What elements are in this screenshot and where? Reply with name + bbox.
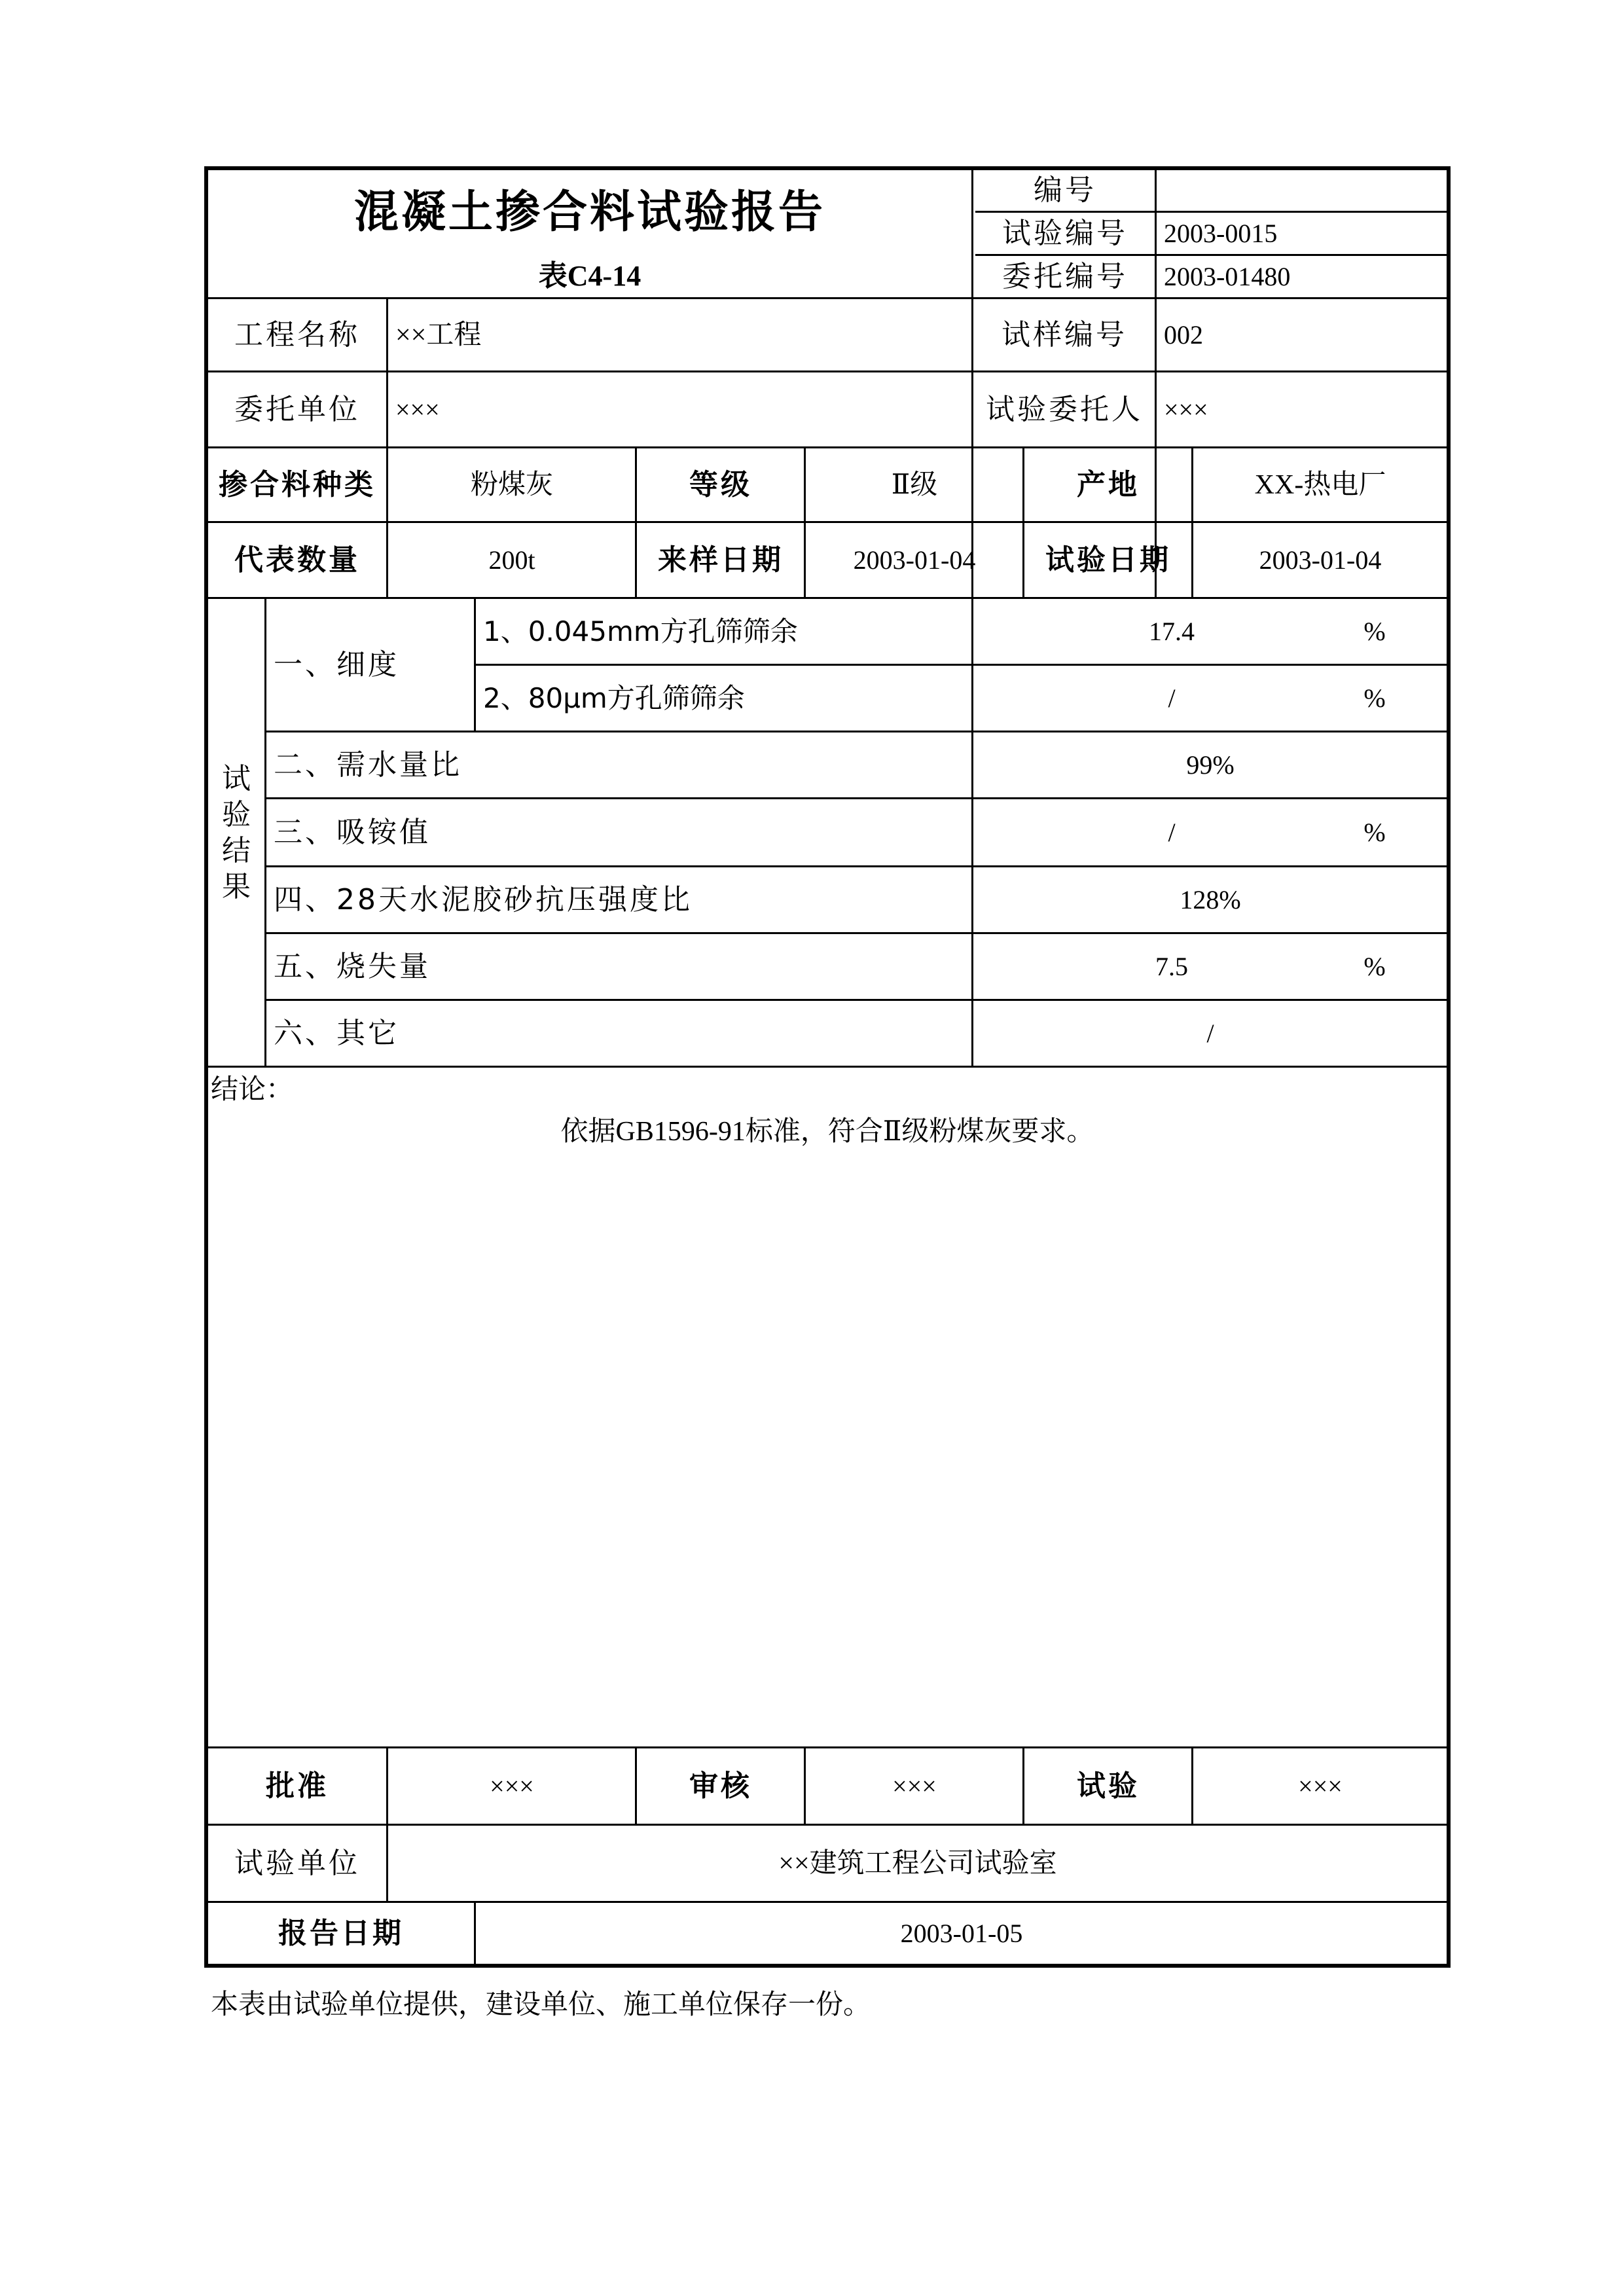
loss-on-ignition-value: 7.5	[1155, 951, 1188, 981]
test-no-label: 试验编号	[1002, 216, 1128, 250]
bianhao-label: 编号	[1034, 173, 1096, 207]
col-divider	[386, 1746, 388, 1901]
sieve2-value: /	[1168, 683, 1176, 713]
footer-note: 本表由试验单位提供，建设单位、施工单位保存一份。	[211, 1990, 871, 2020]
report-date-value: 2003-01-05	[900, 1918, 1023, 1948]
test-results-section-label	[208, 599, 264, 1066]
report-date-label: 报告日期	[278, 1916, 404, 1950]
test-date-label: 试验日期	[1045, 543, 1171, 577]
approve-label: 批准	[266, 1769, 329, 1803]
loss-on-ignition-unit: %	[1363, 951, 1386, 981]
loss-on-ignition-label: 五、烧失量	[274, 949, 431, 983]
test-no-value: 2003-0015	[1164, 218, 1278, 248]
client-value: ×××	[395, 394, 440, 424]
col-divider	[635, 446, 637, 597]
col-divider	[1022, 446, 1024, 597]
col-divider	[474, 1901, 476, 1968]
grade-value: Ⅱ级	[891, 469, 938, 500]
test-value: ×××	[1298, 1771, 1343, 1801]
review-value: ×××	[892, 1771, 937, 1801]
conclusion-label: 结论：	[211, 1073, 294, 1105]
quantity-label: 代表数量	[234, 543, 360, 577]
review-label: 审核	[689, 1769, 752, 1803]
commission-no-label: 委托编号	[1002, 259, 1128, 293]
admixture-type-value: 粉煤灰	[470, 469, 553, 500]
sieve1-value: 17.4	[1149, 616, 1195, 646]
conclusion-text: 依据GB1596-91标准，符合Ⅱ级粉煤灰要求。	[560, 1117, 1094, 1147]
sieve2-unit: %	[1363, 683, 1386, 713]
ammonium-unit: %	[1363, 817, 1386, 847]
col-divider	[1022, 1746, 1024, 1824]
strength-ratio-label: 四、28天水泥胶砂抗压强度比	[274, 882, 693, 916]
approve-value: ×××	[490, 1771, 534, 1801]
commission-no-value: 2003-01480	[1164, 261, 1291, 291]
row-divider	[204, 1066, 1451, 1068]
lab-label: 试验单位	[234, 1846, 360, 1880]
col-divider	[635, 1746, 637, 1824]
section-char: 验	[222, 797, 251, 831]
sample-no-label: 试样编号	[1001, 317, 1127, 352]
section-char: 结	[222, 833, 251, 867]
strength-ratio-value: 128%	[1180, 884, 1241, 914]
project-name-label: 工程名称	[234, 317, 360, 352]
form-number: 表C4-14	[538, 260, 641, 292]
section-char: 果	[222, 869, 251, 903]
sieve1-unit: %	[1363, 616, 1386, 646]
water-ratio-value: 99%	[1186, 750, 1235, 780]
bianhao-value	[1157, 170, 1445, 211]
sieve2-label: 2、80μm方孔筛筛余	[483, 681, 745, 714]
col-divider	[971, 166, 973, 1066]
quantity-value: 200t	[488, 545, 535, 575]
grade-label: 等级	[689, 467, 752, 501]
ammonium-value: /	[1168, 817, 1176, 847]
sampling-date-label: 来样日期	[658, 543, 784, 577]
test-date-value: 2003-01-04	[1259, 545, 1382, 575]
other-value: /	[1206, 1018, 1214, 1048]
col-divider	[1191, 1746, 1193, 1824]
commissioner-label: 试验委托人	[986, 392, 1143, 426]
origin-value: XX-热电厂	[1254, 469, 1386, 500]
col-divider	[264, 597, 266, 1066]
client-label: 委托单位	[234, 392, 360, 426]
sample-no-value: 002	[1164, 319, 1203, 350]
commissioner-value: ×××	[1164, 394, 1208, 424]
project-name-value: ××工程	[395, 319, 482, 350]
col-divider	[804, 1746, 806, 1824]
other-label: 六、其它	[274, 1016, 399, 1050]
origin-label: 产地	[1077, 467, 1140, 501]
col-divider	[474, 597, 476, 731]
fineness-label: 一、细度	[274, 647, 399, 681]
sampling-date-value: 2003-01-04	[853, 545, 976, 575]
test-label: 试验	[1077, 1769, 1140, 1803]
lab-value: ××建筑工程公司试验室	[778, 1848, 1057, 1879]
col-divider	[1191, 446, 1193, 597]
admixture-type-label: 掺合料种类	[219, 467, 376, 501]
ammonium-label: 三、吸铵值	[274, 815, 431, 849]
section-char: 试	[222, 761, 251, 795]
report-title: 混凝土掺合料试验报告	[353, 187, 825, 238]
sieve1-label: 1、0.045mm方孔筛筛余	[483, 615, 798, 647]
col-divider	[386, 297, 388, 597]
water-ratio-label: 二、需水量比	[274, 748, 462, 782]
col-divider	[804, 446, 806, 597]
